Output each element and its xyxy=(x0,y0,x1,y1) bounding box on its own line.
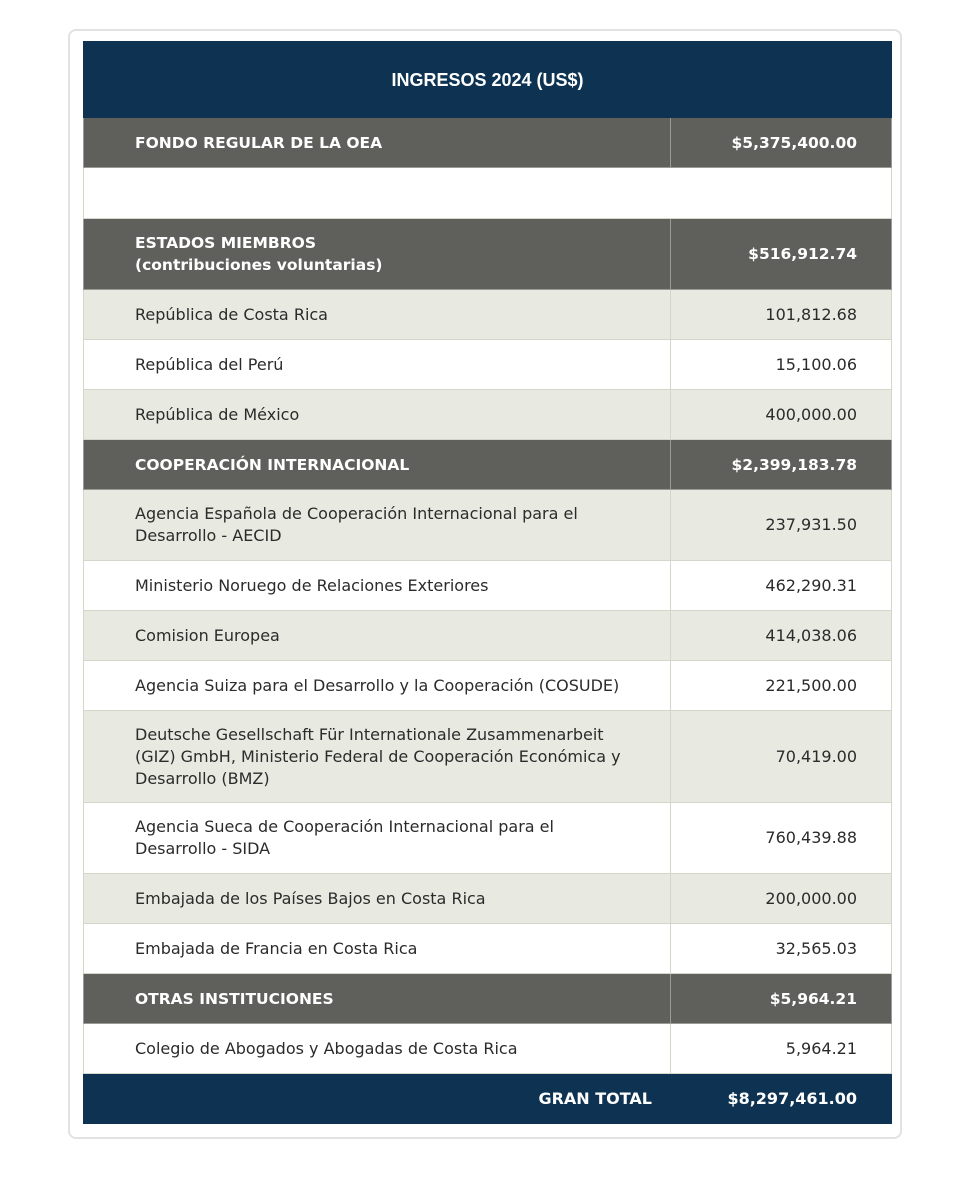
grand-total-label: GRAN TOTAL xyxy=(84,1074,671,1124)
row-label: Agencia Española de Cooperación Internacional para el Desarrollo - AECID xyxy=(84,490,671,561)
row-label: Comision Europea xyxy=(84,611,671,661)
section-label: COOPERACIÓN INTERNACIONAL xyxy=(84,440,671,490)
row-amount: 462,290.31 xyxy=(671,561,892,611)
table-row xyxy=(84,561,892,611)
row-amount: 32,565.03 xyxy=(671,924,892,974)
income-table xyxy=(83,41,892,1124)
table-row xyxy=(84,1024,892,1074)
table-row xyxy=(84,661,892,711)
section-label-line2: (contribuciones voluntarias) xyxy=(135,256,383,274)
section-estados-miembros xyxy=(84,219,892,290)
section-cooperacion-internacional xyxy=(84,440,892,490)
row-amount: 221,500.00 xyxy=(671,661,892,711)
row-amount: 400,000.00 xyxy=(671,390,892,440)
table-row xyxy=(84,290,892,340)
row-label: Embajada de Francia en Costa Rica xyxy=(84,924,671,974)
section-otras-instituciones xyxy=(84,974,892,1024)
table-row xyxy=(84,874,892,924)
section-label-line1: ESTADOS MIEMBROS xyxy=(135,234,317,252)
section-amount: $516,912.74 xyxy=(671,219,892,290)
section-amount: $2,399,183.78 xyxy=(671,440,892,490)
row-label: Deutsche Gesellschaft Für Internationale Zusammenarbeit (GIZ) GmbH, Ministerio Federal de Cooperación Económica y Desarrollo (BMZ) xyxy=(84,711,671,803)
row-label: Embajada de los Países Bajos en Costa Rica xyxy=(84,874,671,924)
row-amount: 5,964.21 xyxy=(671,1024,892,1074)
spacer-cell xyxy=(84,168,892,219)
row-label: República de Costa Rica xyxy=(84,290,671,340)
row-label: Ministerio Noruego de Relaciones Exteriores xyxy=(84,561,671,611)
row-label: República del Perú xyxy=(84,340,671,390)
section-label: FONDO REGULAR DE LA OEA xyxy=(84,118,671,168)
row-label: Colegio de Abogados y Abogadas de Costa Rica xyxy=(84,1024,671,1074)
table-row xyxy=(84,803,892,874)
row-label: República de México xyxy=(84,390,671,440)
section-label: OTRAS INSTITUCIONES xyxy=(84,974,671,1024)
table-row xyxy=(84,340,892,390)
table-row xyxy=(84,390,892,440)
table-row xyxy=(84,490,892,561)
spacer-row xyxy=(84,168,892,219)
row-amount: 237,931.50 xyxy=(671,490,892,561)
table-row xyxy=(84,611,892,661)
table-title-row xyxy=(84,42,892,118)
row-amount: 70,419.00 xyxy=(671,711,892,803)
row-amount: 15,100.06 xyxy=(671,340,892,390)
section-label xyxy=(84,219,671,290)
row-amount: 760,439.88 xyxy=(671,803,892,874)
row-label: Agencia Suiza para el Desarrollo y la Cooperación (COSUDE) xyxy=(84,661,671,711)
section-fondo-regular xyxy=(84,118,892,168)
row-amount: 101,812.68 xyxy=(671,290,892,340)
grand-total-amount: $8,297,461.00 xyxy=(671,1074,892,1124)
table-row xyxy=(84,711,892,803)
grand-total-row xyxy=(84,1074,892,1124)
table-title: INGRESOS 2024 (US$) xyxy=(84,42,892,118)
section-amount: $5,964.21 xyxy=(671,974,892,1024)
row-label: Agencia Sueca de Cooperación Internacional para el Desarrollo - SIDA xyxy=(84,803,671,874)
table-row xyxy=(84,924,892,974)
row-amount: 414,038.06 xyxy=(671,611,892,661)
row-amount: 200,000.00 xyxy=(671,874,892,924)
section-amount: $5,375,400.00 xyxy=(671,118,892,168)
